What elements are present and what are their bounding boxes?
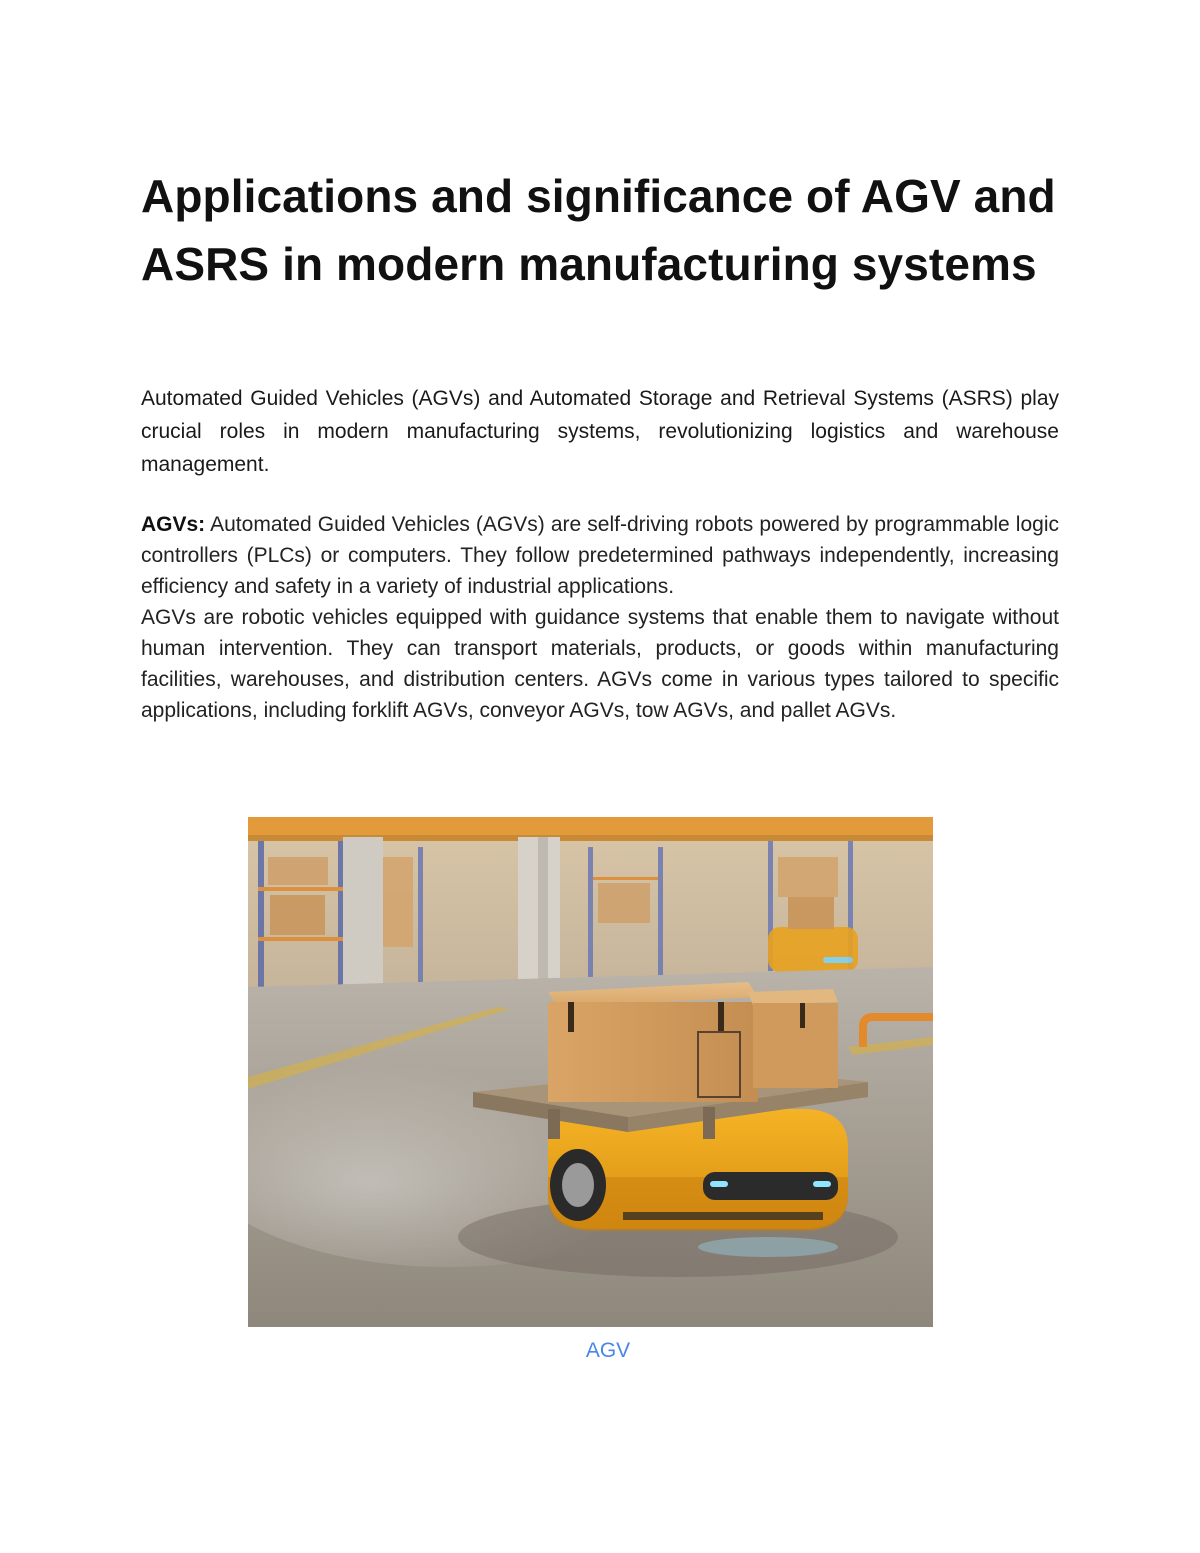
agv-paragraph-1 bbox=[141, 509, 1059, 602]
agv-photo bbox=[248, 817, 933, 1327]
document-page bbox=[141, 162, 1059, 726]
figure-caption: AGV bbox=[585, 1339, 631, 1362]
agv-label: AGVs: bbox=[141, 513, 206, 536]
pillar bbox=[343, 837, 383, 1007]
ceiling-beam bbox=[248, 817, 933, 835]
cardboard-boxes bbox=[548, 982, 838, 1102]
agv-paragraph-2: AGVs are robotic vehicles equipped with guidance systems that enable them to navigate without human intervention. They can transport materials, products, or goods within manufacturing facilities, warehouses, and distribution centers. AGVs come in various types tailored to specific applications, including forklift AGVs, conveyor AGVs, tow AGVs, and pallet AGVs. bbox=[141, 606, 1059, 722]
agv-paragraph-1-text: Automated Guided Vehicles (AGVs) are self-driving robots powered by programmable logic controllers (PLCs) or computers. They follow predetermined pathways independently, increasing efficiency and safety in a variety of industrial applications. bbox=[141, 513, 1059, 598]
intro-paragraph: Automated Guided Vehicles (AGVs) and Automated Storage and Retrieval Systems (ASRS) play crucial roles in modern manufacturing systems, revolutionizing logistics and warehouse management. bbox=[141, 387, 1059, 476]
agv-section bbox=[141, 509, 1059, 726]
document-title: Applications and significance of AGV and ASRS in modern manufacturing systems bbox=[141, 170, 1056, 290]
